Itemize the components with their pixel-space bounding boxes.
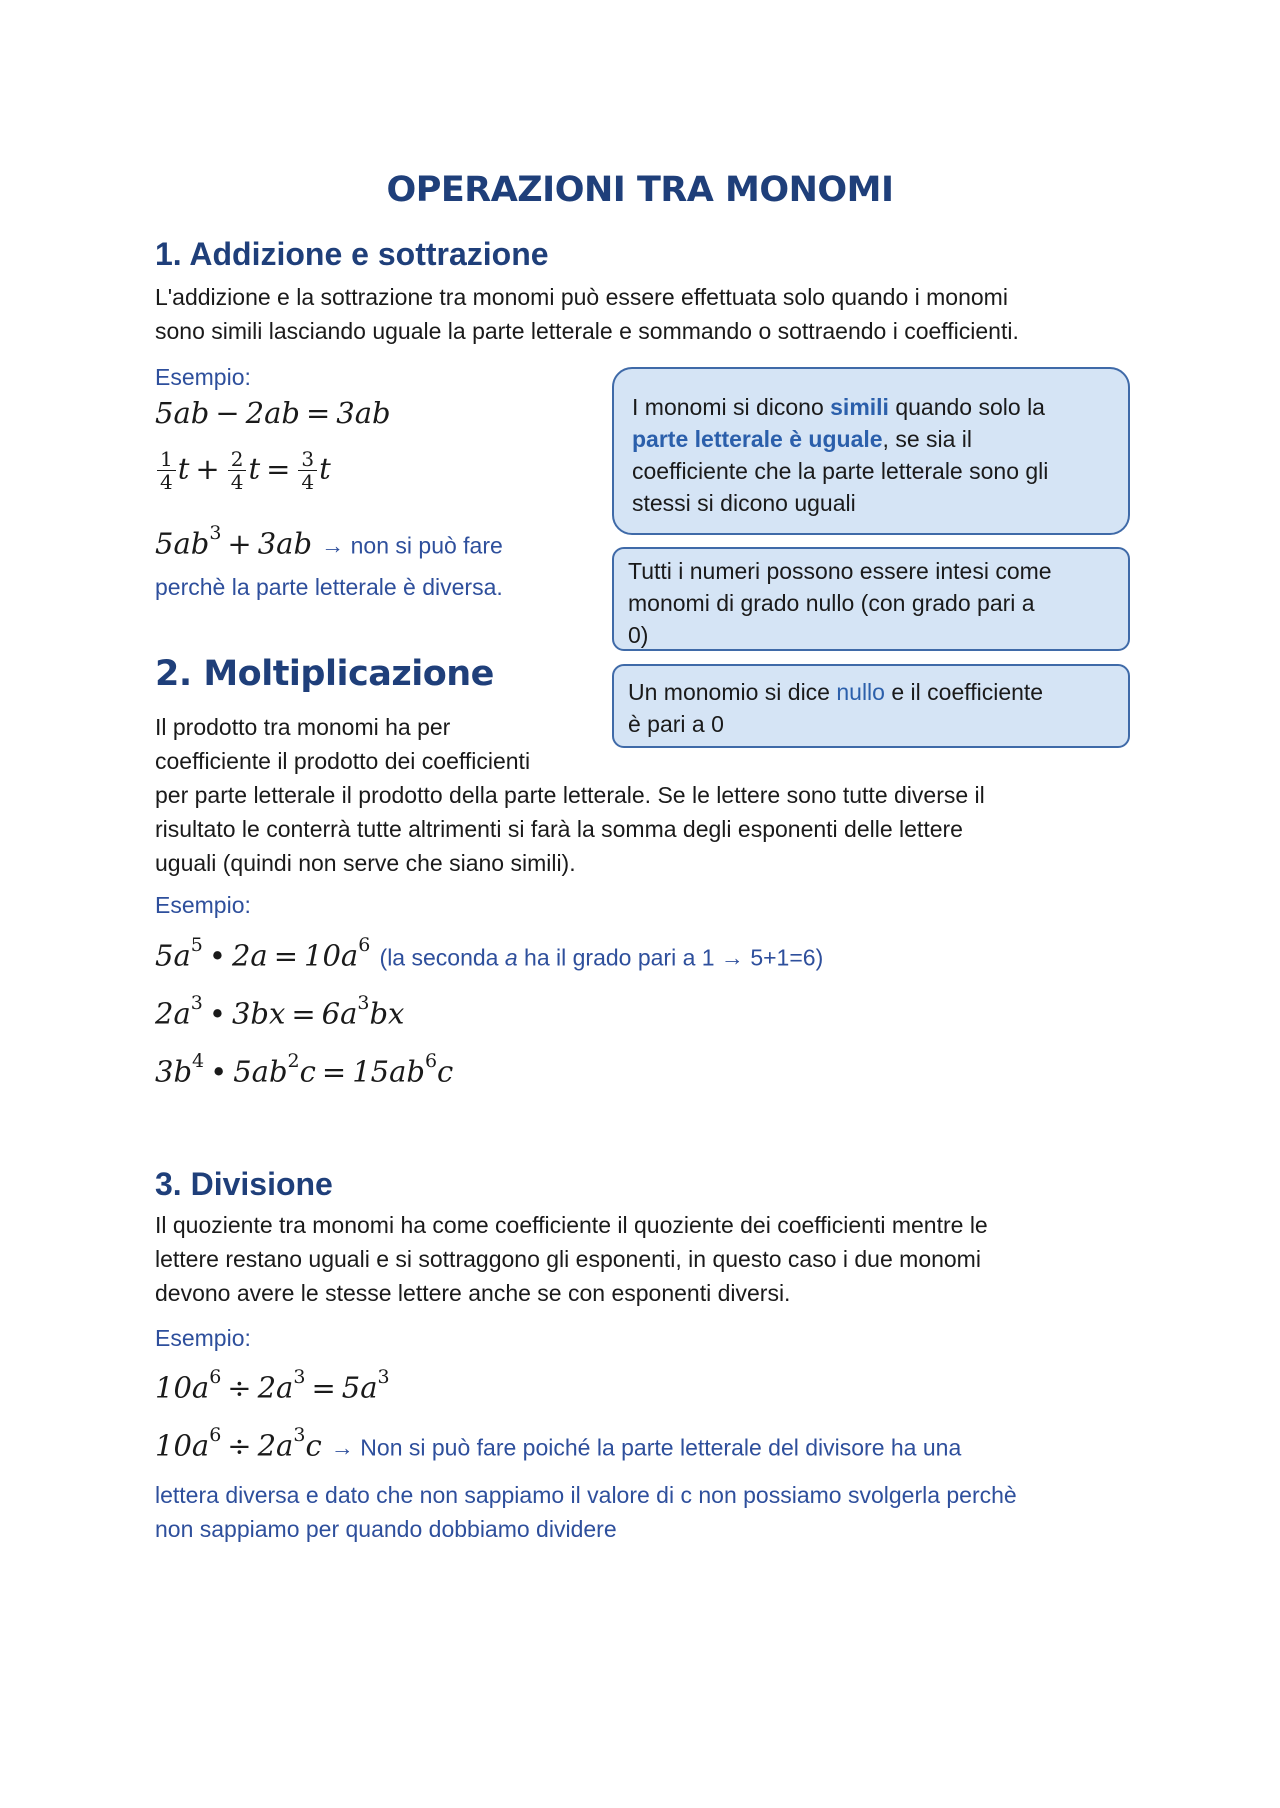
equals-sign: = [266, 451, 291, 486]
exponent: 6 [209, 1366, 222, 1388]
monomial: 5ab [155, 396, 210, 430]
division-note-continued [155, 1478, 1017, 1546]
note-line: lettera diversa e dato che non sappiamo il valore di c non possiamo svolgerla perchè [155, 1482, 1017, 1508]
section1-para-line: sono simili lasciando uguale la parte letterale e sommando o sottraendo i coefficienti. [155, 318, 1019, 344]
example-label: Esempio: [155, 1325, 251, 1351]
equals-sign: = [291, 996, 316, 1031]
section1-paragraph [155, 280, 1019, 348]
section3-para-line: Il quoziente tra monomi ha come coefficiente il quoziente dei coefficienti mentre le [155, 1212, 988, 1238]
plus-sign: + [195, 451, 220, 486]
variable: t [177, 451, 190, 486]
exponent: 3 [357, 992, 370, 1014]
info-box-line: parte letterale è uguale, se sia il [632, 426, 973, 452]
section3-para-line: lettere restano uguali e si sottraggono gli esponenti, in questo caso i due monomi [155, 1246, 981, 1272]
section2-para-line: risultato le conterrà tutte altrimenti si farà la somma degli esponenti delle lettere [155, 816, 963, 842]
example-label: Esempio: [155, 364, 251, 390]
info-box-simili [612, 367, 1130, 535]
multiplication-example-2: $2a^3$ • $3bx = 6a^3bx$ [155, 992, 405, 1031]
exponent: 3 [209, 522, 222, 544]
section2-para-line: Il prodotto tra monomi ha per [155, 714, 451, 740]
division-sign: ÷ [227, 1370, 252, 1405]
variable: t [248, 451, 261, 486]
multiplication-example-3: $3b^4$ • $5ab^2c = 15ab^6c$ [155, 1050, 454, 1089]
exponent: 6 [424, 1050, 438, 1072]
info-box-line: coefficiente che la parte letterale sono gli [632, 458, 1049, 484]
bullet-operator: • [208, 938, 226, 973]
section2-paragraph [155, 710, 985, 880]
exponent: 3 [293, 1424, 306, 1446]
info-box-numeri [612, 547, 1130, 651]
example-label: Esempio: [155, 892, 251, 918]
multiplication-example-1: $5a^5$ • $2a = 10a^6$ (la seconda a ha il grado pari a 1 → 5+1=6) [155, 934, 824, 973]
info-box-line: monomi di grado nullo (con grado pari a [628, 590, 1035, 616]
monomial: 5ab [155, 526, 210, 561]
info-box-line: stessi si dicono uguali [632, 490, 856, 516]
equals-sign: = [311, 1370, 336, 1405]
bullet-operator: • [210, 1054, 228, 1089]
division-example-1: $10a^6 \div 2a^3 = 5a^3$ [155, 1366, 390, 1405]
addition-example-3 [155, 522, 503, 561]
result: 3ab [336, 396, 391, 430]
fraction: $\frac{3}{4}$ [298, 448, 317, 493]
section2-para-line: uguali (quindi non serve che siano simili). [155, 850, 576, 876]
exponent: 6 [209, 1424, 222, 1446]
exponent: 5 [190, 934, 203, 956]
highlight-nullo: nullo [836, 679, 885, 705]
example-note: → Non si può fare poiché la parte letterale del divisore ha una [330, 1434, 962, 1461]
monomial: 2ab [245, 396, 300, 430]
fraction: $\frac{1}{4}$ [157, 448, 176, 493]
example-note: → non si può fare [321, 532, 503, 559]
monomial: 3ab [257, 526, 313, 561]
example-note-line: perchè la parte letterale è diversa. [155, 574, 503, 600]
section-heading-addition: 1. Addizione e sottrazione [155, 236, 549, 272]
division-sign: ÷ [227, 1428, 252, 1463]
minus-sign: − [215, 396, 240, 430]
addition-example-1 [155, 396, 391, 430]
section-heading-division: 3. Divisione [155, 1166, 333, 1202]
info-box-line: è pari a 0 [628, 711, 724, 737]
exponent: 6 [358, 934, 371, 956]
highlight-simili: simili [830, 394, 889, 420]
fraction: $\frac{2}{4}$ [228, 448, 247, 493]
equals-sign: = [273, 938, 299, 973]
page-title: OPERAZIONI TRA MONOMI [386, 170, 894, 210]
equals-sign: = [321, 1054, 347, 1089]
info-box-line: Tutti i numeri possono essere intesi come [628, 558, 1052, 584]
highlight-parte-letterale: parte letterale è uguale [632, 426, 883, 452]
variable: t [319, 451, 331, 486]
exponent: 2 [287, 1050, 300, 1072]
example-note: (la seconda a ha il grado pari a 1 → 5+1=6) [379, 944, 824, 971]
equals-sign: = [305, 396, 331, 430]
exponent: 4 [192, 1050, 205, 1072]
division-example-2: $10a^6 \div 2a^3c$ → Non si può fare poiché la parte letterale del divisore ha una [155, 1424, 962, 1463]
addition-example-2 [155, 448, 331, 493]
info-box-line: 0) [628, 622, 649, 648]
info-box-line: I monomi si dicono simili quando solo la [632, 394, 1045, 420]
exponent: 3 [293, 1366, 306, 1388]
plus-sign: + [227, 526, 252, 561]
exponent: 3 [377, 1366, 390, 1388]
section2-para-line: per parte letterale il prodotto della parte letterale. Se le lettere sono tutte diverse il [155, 782, 985, 808]
section2-para-line: coefficiente il prodotto dei coefficienti [155, 748, 531, 774]
bullet-operator: • [208, 996, 226, 1031]
info-box-line: Un monomio si dice nullo e il coefficiente [628, 679, 1044, 705]
section1-para-line: L'addizione e la sottrazione tra monomi può essere effettuata solo quando i monomi [155, 284, 1008, 310]
section3-paragraph [155, 1208, 988, 1310]
section-heading-multiplication: 2. Moltiplicazione [155, 654, 494, 694]
section3-para-line: devono avere le stesse lettere anche se con esponenti diversi. [155, 1280, 791, 1306]
exponent: 3 [190, 992, 203, 1014]
note-line: non sappiamo per quando dobbiamo dividere [155, 1516, 617, 1542]
